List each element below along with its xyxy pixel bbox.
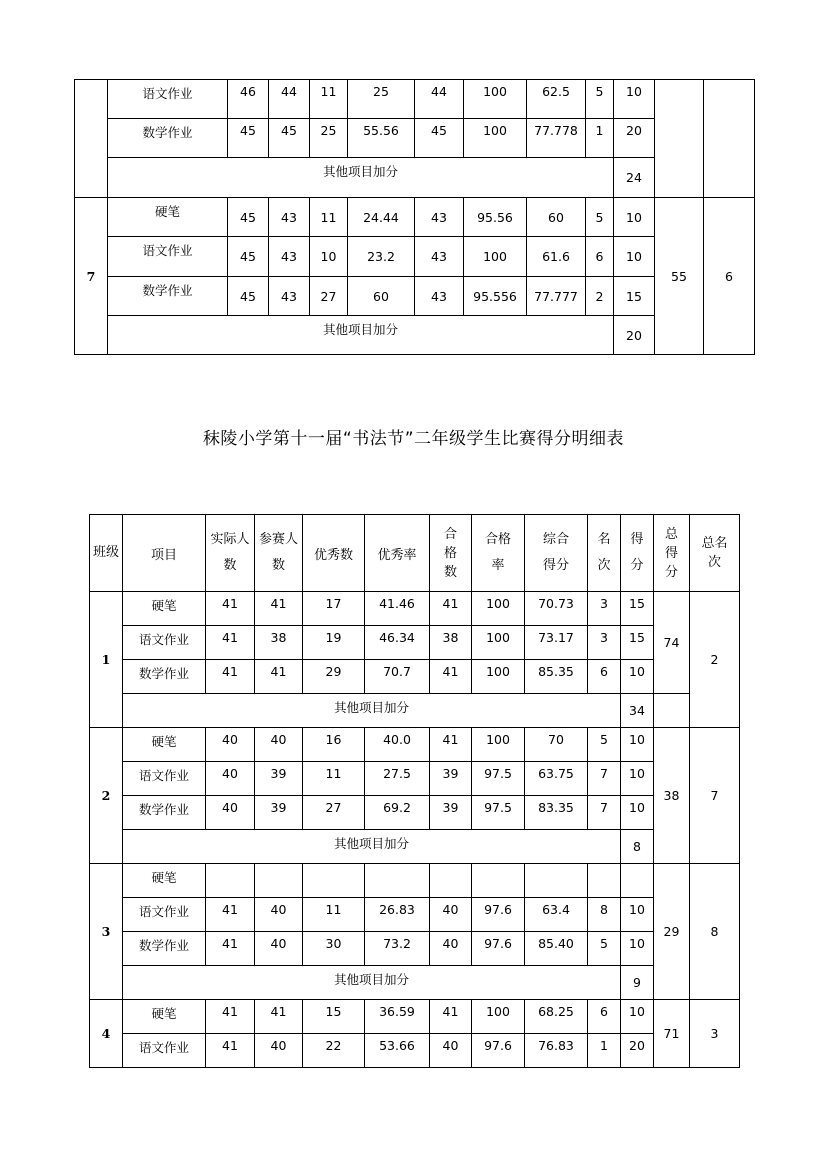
table-row: 数学作业 40 39 27 69.2 39 97.5 83.35 7 10	[90, 796, 740, 830]
score-table	[89, 514, 740, 1068]
class-number: 7	[75, 198, 108, 355]
header-cell: 合格数	[430, 515, 472, 592]
header-cell: 优秀数	[303, 515, 365, 592]
header-cell: 项目	[123, 515, 206, 592]
total-rank: 7	[690, 728, 740, 864]
header-cell: 得分	[621, 515, 654, 592]
class-number: 4	[90, 1000, 123, 1068]
header-cell: 班级	[90, 515, 123, 592]
total-rank: 8	[690, 864, 740, 1000]
table-row: 语文作业 41 38 19 46.34 38 100 73.17 3 15	[90, 626, 740, 660]
class-number: 1	[90, 592, 123, 728]
class-cell	[75, 80, 108, 198]
table-row: 数学作业 45 45 25 55.56 45 100 77.778 1 20	[75, 119, 755, 158]
total-rank-cell	[704, 80, 755, 198]
header-row	[90, 515, 740, 592]
table-row: 语文作业 45 43 10 23.2 43 100 61.6 6 10	[75, 237, 755, 277]
total-score: 55	[655, 198, 704, 355]
total-score: 71	[654, 1000, 690, 1068]
total-score: 74	[654, 592, 690, 694]
header-cell: 综合得分	[525, 515, 588, 592]
table-row: 7 硬笔 45 43 11 24.44 43 95.56 60 5 10 55 6	[75, 198, 755, 237]
table-row: 语文作业 46 44 11 25 44 100 62.5 5 10	[75, 80, 755, 119]
header-cell: 名次	[588, 515, 621, 592]
table-row: 语文作业 40 39 11 27.5 39 97.5 63.75 7 10	[90, 762, 740, 796]
table-row: 4 硬笔 41 41 15 36.59 41 100 68.25 6 10 71 3	[90, 1000, 740, 1034]
table-row: 3 硬笔 29 8	[90, 864, 740, 898]
header-cell: 总名次	[690, 515, 740, 592]
total-rank: 2	[690, 592, 740, 728]
total-rank: 3	[690, 1000, 740, 1068]
header-cell: 合格率	[472, 515, 525, 592]
table-row: 2 硬笔 40 40 16 40.0 41 100 70 5 10 38 7	[90, 728, 740, 762]
table-row: 数学作业 41 40 30 73.2 40 97.6 85.40 5 10	[90, 932, 740, 966]
header-cell: 总得分	[654, 515, 690, 592]
table-row: 1 硬笔 41 41 17 41.46 41 100 70.73 3 15 74 2	[90, 592, 740, 626]
class-number: 3	[90, 864, 123, 1000]
total-score: 29	[654, 864, 690, 1000]
total-score-cell	[655, 80, 704, 198]
score-table-continued	[74, 79, 755, 355]
header-cell: 优秀率	[365, 515, 430, 592]
other-items-row: 其他项目加分 8	[90, 830, 740, 864]
table-row: 数学作业 41 41 29 70.7 41 100 85.35 6 10	[90, 660, 740, 694]
table-row: 语文作业 41 40 22 53.66 40 97.6 76.83 1 20	[90, 1034, 740, 1068]
table-row: 数学作业 45 43 27 60 43 95.556 77.777 2 15	[75, 277, 755, 316]
other-items-row: 其他项目加分 20	[75, 316, 755, 355]
page-title: 秣陵小学第十一届“书法节”二年级学生比赛得分明细表	[202, 429, 625, 449]
header-cell: 参赛人数	[255, 515, 303, 592]
total-rank: 6	[704, 198, 755, 355]
other-items-row: 其他项目加分 34	[90, 694, 740, 728]
table-row: 语文作业 41 40 11 26.83 40 97.6 63.4 8 10	[90, 898, 740, 932]
header-cell: 实际人数	[206, 515, 255, 592]
other-items-row: 其他项目加分 9	[90, 966, 740, 1000]
class-number: 2	[90, 728, 123, 864]
other-items-row: 其他项目加分 24	[75, 158, 755, 198]
total-score: 38	[654, 728, 690, 864]
